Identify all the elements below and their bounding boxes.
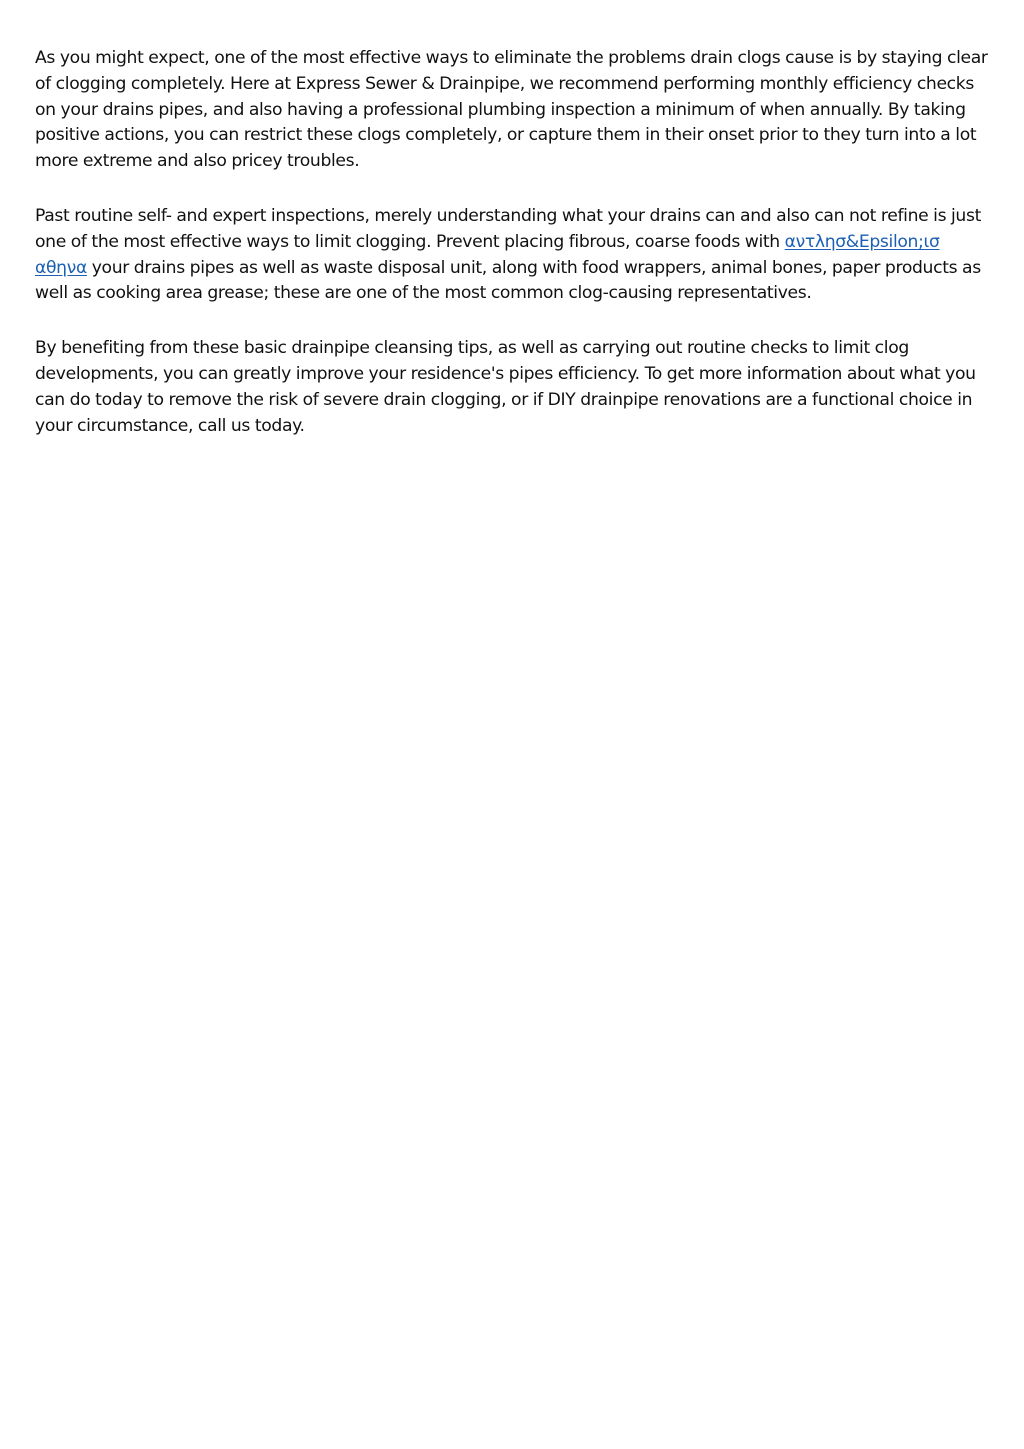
- paragraph-inspections-text-before: Past routine self- and expert inspections, merely understanding what your drains can and also can not refine is just one of the most effective ways to limit clogging. Prevent placing fibrous, coarse foods with: [35, 205, 981, 252]
- paragraph-prevention: As you might expect, one of the most effective ways to eliminate the problems drain clogs cause is by staying clear of clogging completely. Here at Express Sewer & Drainpipe, we recommend performing monthly efficiency checks on your drains pipes, and also having a professional plumbing inspection a minimum of when annually. By taking positive actions, you can restrict these clogs completely, or capture them in their onset prior to they turn into a lot more extreme and also pricey troubles.: [35, 48, 988, 172]
- drain-service-link[interactable]: αντλησ&Epsilon;ισ αθηνα: [35, 231, 940, 278]
- document-body: [35, 46, 995, 468]
- paragraph-inspections: [35, 204, 995, 307]
- paragraph-cleansing-tips: By benefiting from these basic drainpipe cleansing tips, as well as carrying out routine checks to limit clog developments, you can greatly improve your residence's pipes efficiency. To get more information about what you can do today to remove the risk of severe drain clogging, or if DIY drainpipe renovations are a functional choice in your circumstance, call us today.: [35, 338, 976, 436]
- paragraph-inspections-text-after: your drains pipes as well as waste disposal unit, along with food wrappers, animal bones, paper products as well as cooking area grease; these are one of the most common clog-causing representatives.: [35, 257, 981, 304]
